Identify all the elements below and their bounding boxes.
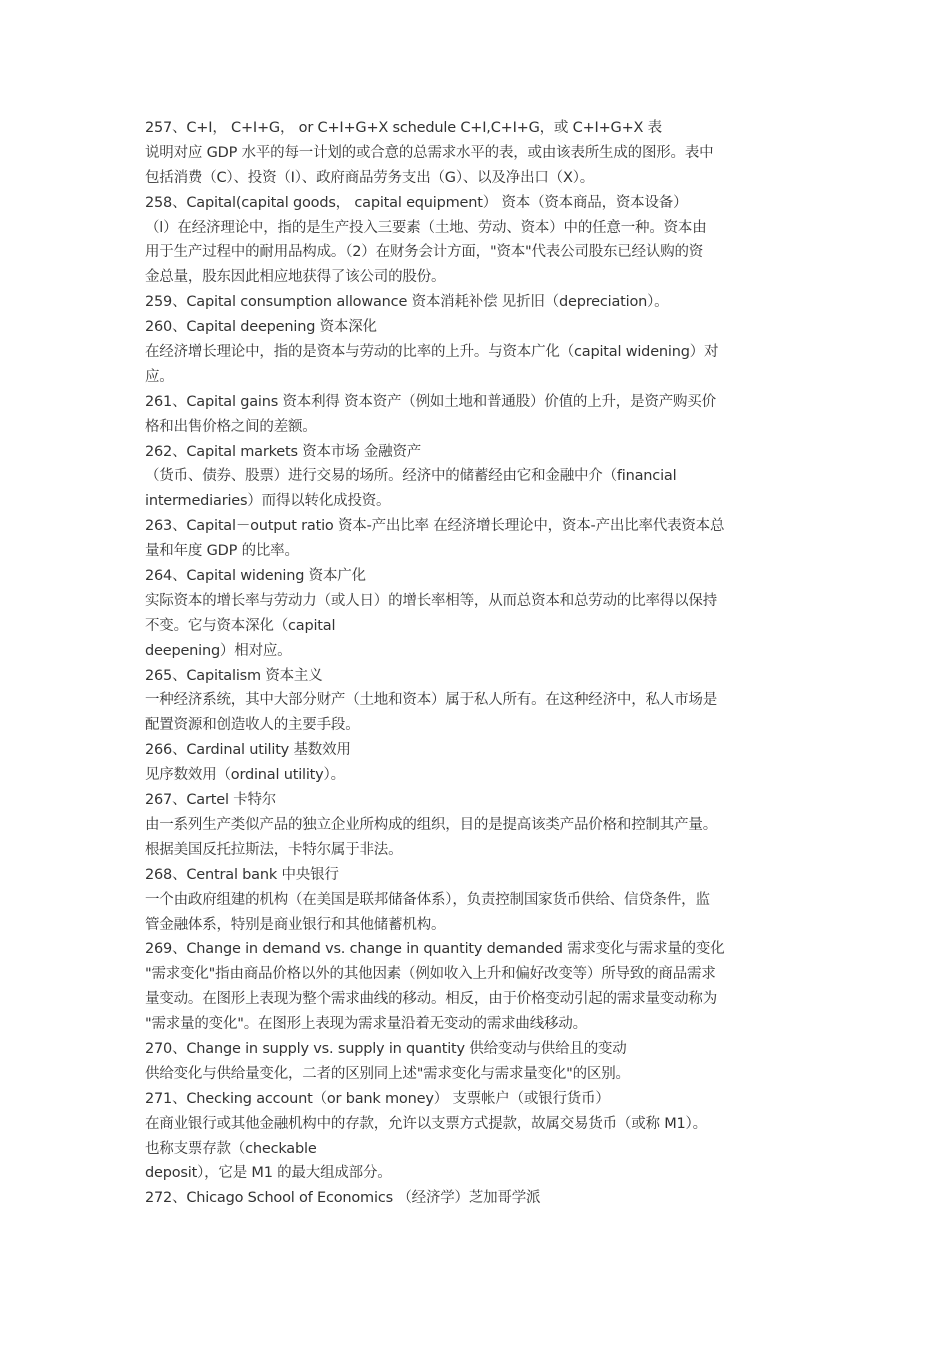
text-line: 也称支票存款（checkable bbox=[145, 1140, 317, 1157]
text-line: 271、Checking account（or bank money） 支票帐户（或银行货币） bbox=[145, 1090, 610, 1107]
text-line: 金总量，股东因此相应地获得了该公司的股份。 bbox=[145, 269, 446, 286]
text-line: 应。 bbox=[145, 368, 174, 385]
text-line: 258、Capital(capital goods， capital equipment） 资本（资本商品，资本设备） bbox=[145, 194, 688, 211]
text-line: 根据美国反托拉斯法，卡特尔属于非法。 bbox=[145, 841, 403, 858]
text-line: deepening）相对应。 bbox=[145, 642, 292, 659]
text-line: 见序数效用（ordinal utility）。 bbox=[145, 767, 345, 784]
text-line: 264、Capital widening 资本广化 bbox=[145, 568, 366, 585]
text-line: 由一系列生产类似产品的独立企业所构成的组织，目的是提高该类产品价格和控制其产量。 bbox=[145, 816, 717, 833]
text-line: 用于生产过程中的耐用品构成。（2）在财务会计方面，"资本"代表公司股东已经认购的资 bbox=[145, 244, 704, 261]
text-line: "需求量的变化"。在图形上表现为需求量沿着无变动的需求曲线移动。 bbox=[145, 1016, 587, 1033]
text-line: intermediaries）而得以转化成投资。 bbox=[145, 493, 391, 510]
text-line: deposit），它是 M1 的最大组成部分。 bbox=[145, 1165, 392, 1182]
text-line: 272、Chicago School of Economics （经济学）芝加哥学派 bbox=[145, 1190, 541, 1207]
text-line: 供给变化与供给量变化，二者的区别同上述"需求变化与需求量变化"的区别。 bbox=[145, 1065, 630, 1082]
text-line: 一种经济系统，其中大部分财产（土地和资本）属于私人所有。在这种经济中，私人市场是 bbox=[145, 692, 717, 709]
text-line: 269、Change in demand vs. change in quantity demanded 需求变化与需求量的变化 bbox=[145, 941, 725, 958]
text-line: 说明对应 GDP 水平的每一计划的或合意的总需求水平的表，或由该表所生成的图形。表中 bbox=[145, 144, 714, 161]
text-line: 包括消费（C）、投资（I）、政府商品劳务支出（G）、以及净出口（X）。 bbox=[145, 169, 595, 186]
text-line: 265、Capitalism 资本主义 bbox=[145, 667, 323, 684]
text-line: 267、Cartel 卡特尔 bbox=[145, 792, 277, 809]
text-line: 270、Change in supply vs. supply in quantity 供给变动与供给且的变动 bbox=[145, 1040, 627, 1057]
text-line: 263、Capital－output ratio 资本-产出比率 在经济增长理论中，资本-产出比率代表资本总 bbox=[145, 518, 725, 535]
text-line: 一个由政府组建的机构（在美国是联邦储备体系），负责控制国家货币供给、信贷条件，监 bbox=[145, 891, 710, 908]
text-line: 配置资源和创造收人的主要手段。 bbox=[145, 717, 360, 734]
text-line: 管金融体系，特别是商业银行和其他储蓄机构。 bbox=[145, 916, 446, 933]
text-line: 268、Central bank 中央银行 bbox=[145, 866, 339, 883]
text-line: 259、Capital consumption allowance 资本消耗补偿 见折旧（depreciation）。 bbox=[145, 294, 669, 311]
document-body bbox=[145, 116, 815, 1211]
text-line: 260、Capital deepening 资本深化 bbox=[145, 319, 377, 336]
text-line: 量和年度 GDP 的比率。 bbox=[145, 543, 299, 560]
text-line: 261、Capital gains 资本利得 资本资产（例如土地和普通股）价值的上升，是资产购买价 bbox=[145, 393, 716, 410]
text-line: 262、Capital markets 资本市场 金融资产 bbox=[145, 443, 422, 460]
text-line: "需求变化"指由商品价格以外的其他因素（例如收入上升和偏好改变等）所导致的商品需求 bbox=[145, 966, 716, 983]
text-line: 257、C+I， C+I+G， or C+I+G+X schedule C+I,C+I+G，或 C+I+G+X 表 bbox=[145, 120, 662, 136]
text-line: （l）在经济理论中，指的是生产投入三要素（土地、劳动、资本）中的任意一种。资本由 bbox=[145, 219, 707, 236]
text-line: 实际资本的增长率与劳动力（或人日）的增长率相等，从而总资本和总劳动的比率得以保持 bbox=[145, 592, 717, 609]
text-line: 在商业银行或其他金融机构中的存款，允许以支票方式提款，故属交易货币（或称 M1）。 bbox=[145, 1115, 707, 1132]
text-line: 量变动。在图形上表现为整个需求曲线的移动。相反，由于价格变动引起的需求量变动称为 bbox=[145, 991, 717, 1008]
text-line: 266、Cardinal utility 基数效用 bbox=[145, 742, 351, 759]
text-line: 不变。它与资本深化（capital bbox=[145, 617, 336, 634]
text-line: 在经济增长理论中，指的是资本与劳动的比率的上升。与资本广化（capital widening）对 bbox=[145, 344, 719, 361]
text-line: （货币、债券、股票）进行交易的场所。经济中的储蓄经由它和金融中介（financial bbox=[145, 468, 677, 485]
text-line: 格和出售价格之间的差额。 bbox=[145, 418, 317, 435]
